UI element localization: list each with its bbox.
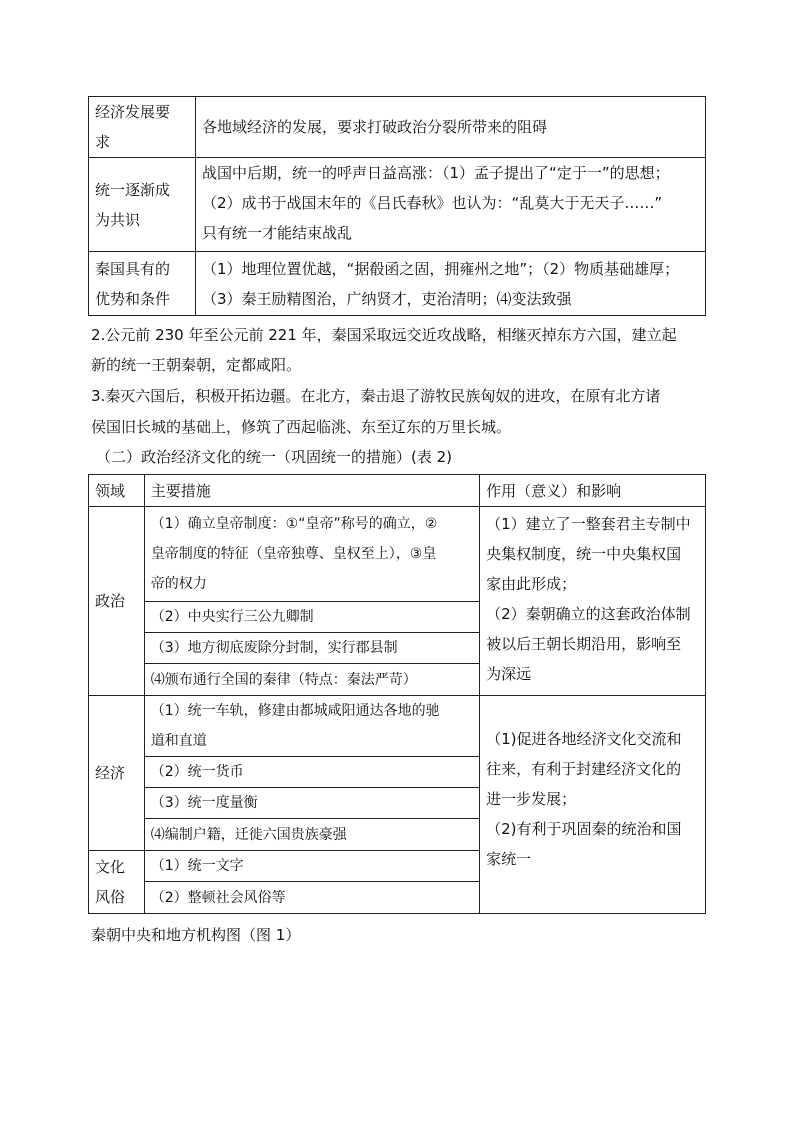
measure-cell: ⑷编制户籍，迁徙六国贵族豪强: [144, 819, 479, 851]
column-header-effect: 作用（意义）和影响: [480, 475, 706, 507]
table-row: [89, 696, 706, 757]
row-header: 统一逐渐成 为共识: [89, 158, 196, 252]
table-row: [89, 252, 706, 316]
figure-caption: 秦朝中央和地方机构图（图 1）: [91, 926, 301, 944]
column-header-measures: 主要措施: [144, 475, 479, 507]
row-header: 秦国具有的 优势和条件: [89, 252, 196, 316]
measures-table: [88, 474, 706, 914]
section-title: （二）政治经济文化的统一（巩固统一的措施）(表 2): [96, 448, 453, 466]
measure-cell: （2）整顿社会风俗等: [144, 882, 479, 914]
paragraph-3-line-1: 3.秦灭六国后，积极开拓边疆。在北方，秦击退了游牧民族匈奴的进攻，在原有北方诸: [91, 387, 661, 405]
measure-cell: （3）地方彻底废除分封制，实行郡县制: [144, 633, 479, 664]
field-politics: 政治: [89, 507, 145, 696]
column-header-field: 领域: [89, 475, 145, 507]
measure-cell: （1）统一文字: [144, 851, 479, 882]
measure-cell: （2）统一货币: [144, 757, 479, 788]
field-culture: 文化 风俗: [89, 851, 145, 914]
measure-cell: （1）确立皇帝制度：①“皇帝”称号的确立，② 皇帝制度的特征（皇帝独尊、皇权至上），③皇 帝的权力: [144, 507, 479, 602]
field-economy: 经济: [89, 696, 145, 851]
measure-cell: （1）统一车轨，修建由都城咸阳通达各地的驰 道和直道: [144, 696, 479, 757]
table-row: [89, 158, 706, 252]
table-row: [89, 507, 706, 602]
effect-politics: （1）建立了一整套君主专制中 央集权制度，统一中央集权国 家由此形成； （2）秦朝确立的这套政治体制 被以后王朝长期沿用，影响至 为深远: [480, 507, 706, 696]
measure-cell: ⑷颁布通行全国的秦律（特点：秦法严苛）: [144, 664, 479, 696]
background-table: [88, 96, 706, 316]
row-content: （1）地理位置优越，“据殽函之固，拥雍州之地”；（2）物质基础雄厚； （3）秦王励精图治，广纳贤才，吏治清明；⑷变法致强: [196, 252, 706, 316]
row-header: 经济发展要 求: [89, 97, 196, 158]
measure-cell: （2）中央实行三公九卿制: [144, 602, 479, 633]
measure-cell: （3）统一度量衡: [144, 788, 479, 819]
effect-economy-culture: （1)促进各地经济文化交流和 往来，有利于封建经济文化的 进一步发展； （2)有利于巩固秦的统治和国 家统一: [480, 696, 706, 914]
table-header-row: [89, 475, 706, 507]
row-content: 各地域经济的发展，要求打破政治分裂所带来的阻碍: [196, 97, 706, 158]
paragraph-2-line-2: 新的统一王朝秦朝，定都咸阳。: [91, 356, 302, 374]
row-content: 战国中后期，统一的呼声日益高涨：（1）孟子提出了“定于一”的思想； （2）成书于战国末年的《吕氏春秋》也认为：“乱莫大于无天子……” 只有统一才能结束战乱: [196, 158, 706, 252]
paragraph-2-line-1: 2.公元前 230 年至公元前 221 年，秦国采取远交近攻战略，相继灭掉东方六国，建立起: [91, 326, 677, 344]
table-row: [89, 97, 706, 158]
paragraph-3-line-2: 侯国旧长城的基础上，修筑了西起临洮、东至辽东的万里长城。: [91, 418, 512, 436]
